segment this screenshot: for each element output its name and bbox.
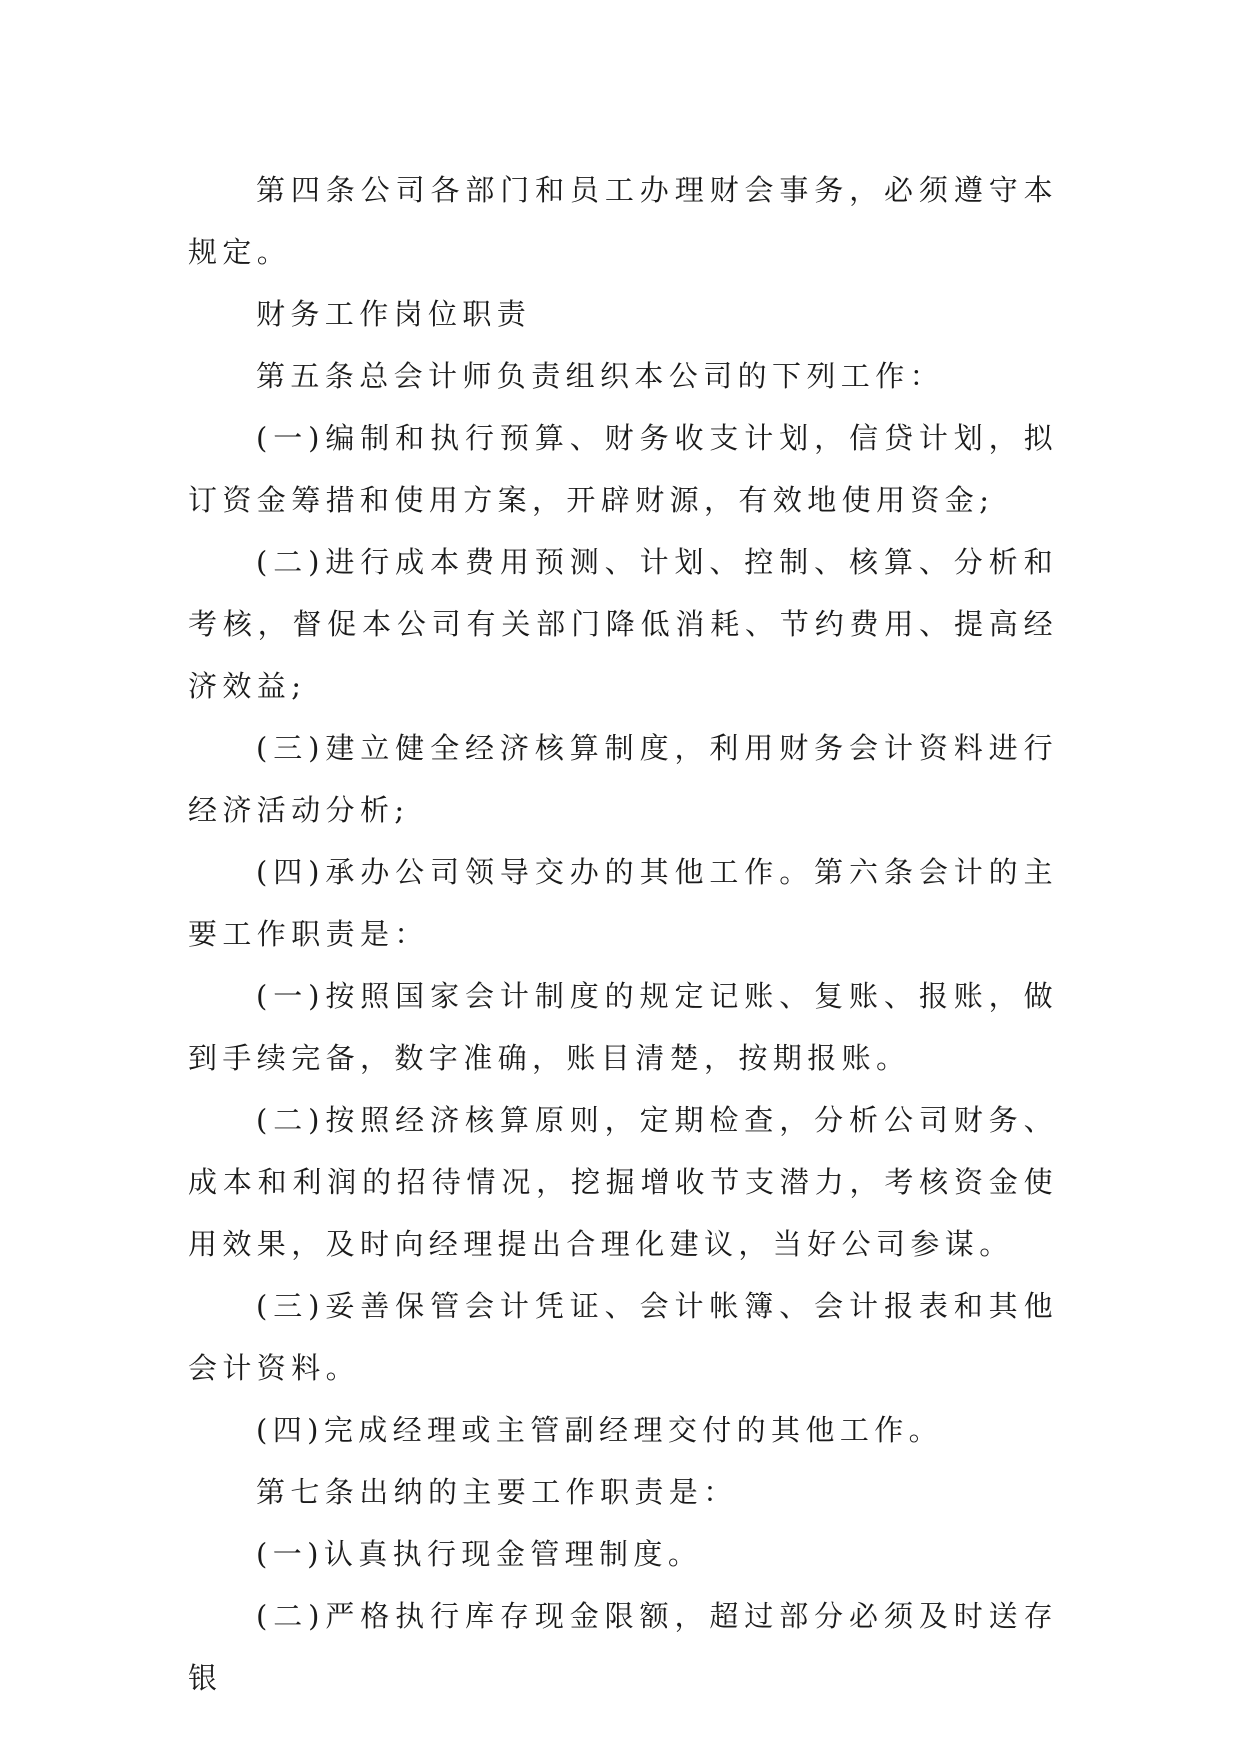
list-item-7-2: (二)严格执行库存现金限额，超过部分必须及时送存银: [188, 1599, 1058, 1695]
list-item-5-1: (一)编制和执行预算、财务收支计划，信贷计划，拟订资金筹措和使用方案，开辟财源，有效地使用资金;: [188, 421, 1058, 517]
paragraph-article-7: 第七条出纳的主要工作职责是：: [256, 1475, 738, 1509]
document-body: [188, 159, 1058, 1709]
list-item-5-2: (二)进行成本费用预测、计划、控制、核算、分析和考核，督促本公司有关部门降低消耗、节约费用、提高经济效益;: [188, 545, 1058, 703]
paragraph-article-4: 第四条公司各部门和员工办理财会事务，必须遵守本规定。: [188, 173, 1058, 269]
list-item-6-4: (四)完成经理或主管副经理交付的其他工作。: [256, 1413, 944, 1447]
list-item-5-3: (三)建立健全经济核算制度，利用财务会计资料进行经济活动分析;: [188, 731, 1058, 827]
list-item-6-2: (二)按照经济核算原则，定期检查，分析公司财务、成本和利润的招待情况，挖掘增收节支潜力，考核资金使用效果，及时向经理提出合理化建议，当好公司参谋。: [188, 1103, 1058, 1261]
list-item-5-4: (四)承办公司领导交办的其他工作。第六条会计的主要工作职责是：: [188, 855, 1058, 951]
list-item-6-3: (三)妥善保管会计凭证、会计帐簿、会计报表和其他会计资料。: [188, 1289, 1058, 1385]
list-item-7-1: (一)认真执行现金管理制度。: [256, 1537, 703, 1571]
section-heading-job-duties: 财务工作岗位职责: [256, 297, 532, 331]
list-item-6-1: (一)按照国家会计制度的规定记账、复账、报账，做到手续完备，数字准确，账目清楚，按期报账。: [188, 979, 1058, 1075]
paragraph-article-5: 第五条总会计师负责组织本公司的下列工作：: [256, 359, 945, 393]
